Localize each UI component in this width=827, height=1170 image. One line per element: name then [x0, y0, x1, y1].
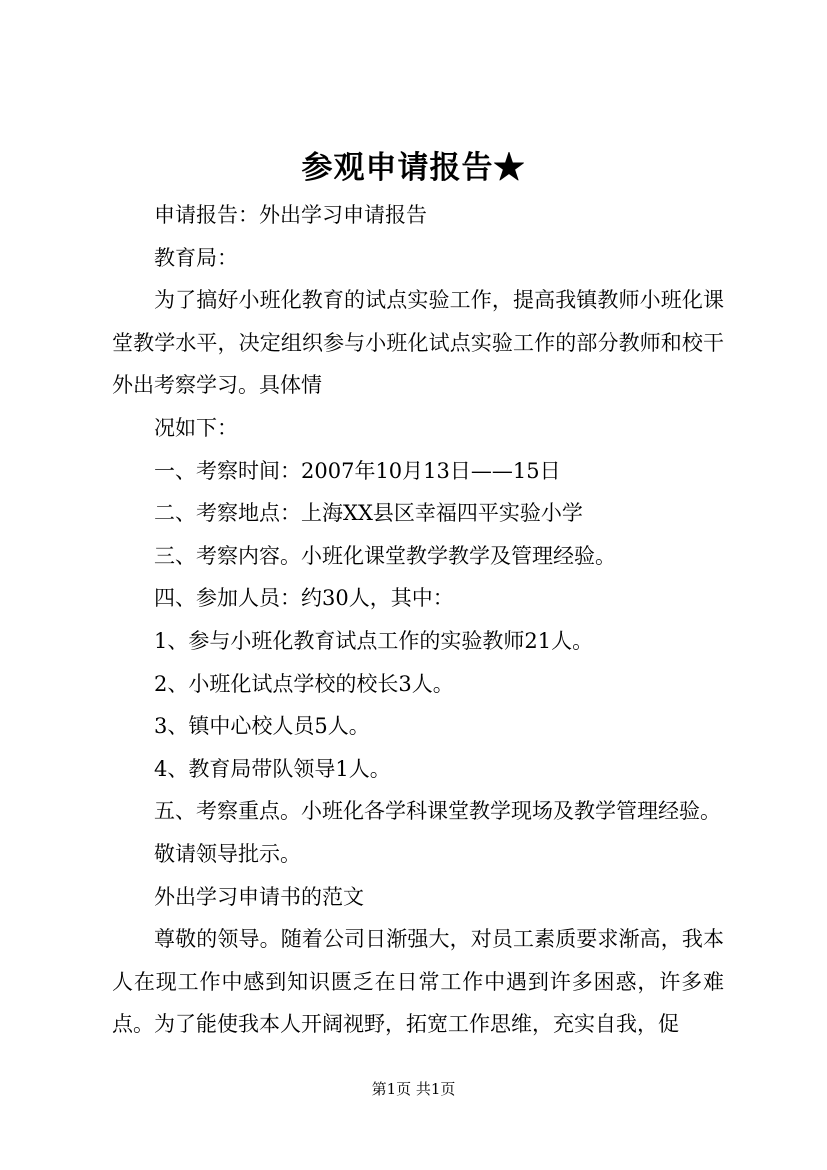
- paragraph: 3、镇中心校人员5人。: [154, 714, 370, 739]
- document-body: [112, 194, 724, 1046]
- paragraph: 敬请领导批示。: [154, 841, 301, 866]
- paragraph: 2、小班化试点学校的校长3人。: [154, 671, 454, 696]
- paragraph: 外出学习申请书的范文: [154, 884, 364, 909]
- document-title: 参观申请报告★: [301, 150, 526, 186]
- paragraph: 教育局：: [154, 245, 238, 270]
- paragraph: 尊敬的领导。随着公司日渐强大，对员工素质要求渐高，我本人在现工作中感到知识匮乏在日常工作中遇到许多困惑，许多难点。为了能使我本人开阔视野，拓宽工作思维，充实自我，促: [112, 927, 724, 1037]
- paragraph: 五、考察重点。小班化各学科课堂教学现场及教学管理经验。: [154, 799, 721, 824]
- paragraph: 4、教育局带队领导1人。: [154, 756, 391, 781]
- paragraph: 1、参与小班化教育试点工作的实验教师21人。: [154, 628, 594, 653]
- paragraph: 一、考察时间：2007年10月13日——15日: [154, 458, 561, 483]
- paragraph: 三、考察内容。小班化课堂教学教学及管理经验。: [154, 543, 616, 568]
- paragraph: 申请报告：外出学习申请报告: [154, 203, 427, 227]
- paragraph: 四、参加人员：约30人，其中：: [154, 586, 454, 611]
- page-number-footer: 第1页 共1页: [371, 1080, 456, 1098]
- paragraph: 为了搞好小班化教育的试点实验工作，提高我镇教师小班化课堂教学水平，决定组织参与小班化试点实验工作的部分教师和校干外出考察学习。具体情: [112, 288, 724, 398]
- paragraph: 况如下：: [154, 415, 238, 440]
- paragraph: 二、考察地点：上海XX县区幸福四平实验小学: [154, 501, 583, 526]
